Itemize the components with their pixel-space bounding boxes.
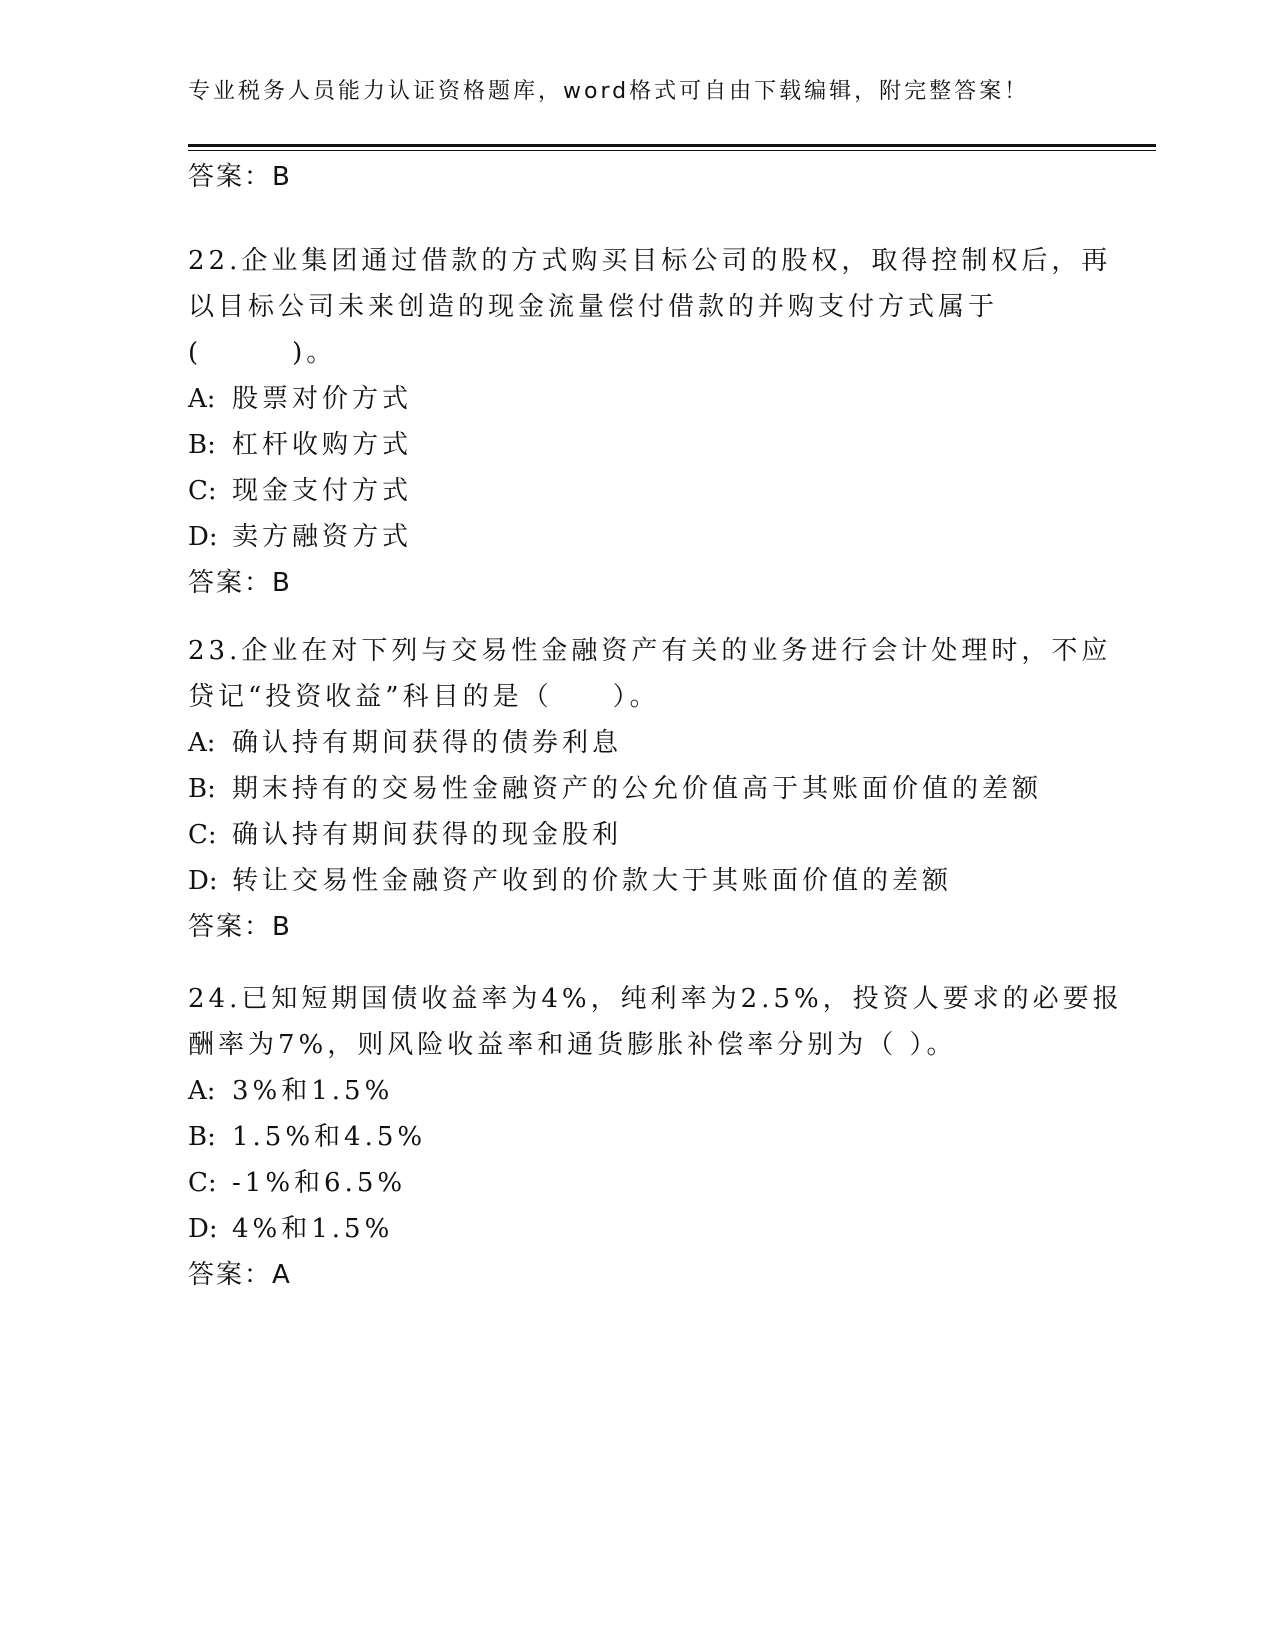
option-letter: D: [188, 1214, 218, 1244]
option-letter: B: [188, 430, 216, 460]
option-c [188, 468, 1156, 514]
option-text: 4%和1.5% [232, 1214, 394, 1244]
option-text: 1.5%和4.5% [232, 1122, 427, 1152]
question-text-line: 24.已知短期国债收益率为4%，纯利率为2.5%，投资人要求的必要报 [188, 984, 1123, 1014]
option-text: -1%和6.5% [232, 1168, 407, 1198]
option-c [188, 1160, 1156, 1206]
option-letter: C: [188, 820, 217, 850]
answer-label: 答案：B [188, 568, 292, 598]
option-text: 确认持有期间获得的债券利息 [232, 728, 623, 758]
option-c [188, 812, 1156, 858]
option-d [188, 858, 1156, 904]
option-letter: D: [188, 866, 218, 896]
option-text: 现金支付方式 [232, 476, 413, 506]
answer-label: 答案：B [188, 162, 292, 192]
option-letter: B: [188, 1122, 216, 1152]
option-d [188, 514, 1156, 560]
option-a [188, 1068, 1156, 1114]
header-rule-thick [188, 144, 1156, 147]
option-text: 确认持有期间获得的现金股利 [232, 820, 623, 850]
option-text: 期末持有的交易性金融资产的公允价值高于其账面价值的差额 [232, 774, 1043, 804]
option-text: 卖方融资方式 [232, 522, 413, 552]
option-b [188, 422, 1156, 468]
option-letter: A: [188, 1076, 216, 1106]
question-23 [188, 628, 1156, 950]
option-letter: A: [188, 728, 216, 758]
page-header: 专业税务人员能力认证资格题库，word格式可自由下载编辑，附完整答案！ [188, 79, 1030, 104]
option-a [188, 720, 1156, 766]
option-text: 股票对价方式 [232, 384, 413, 414]
header-rule-thin [188, 150, 1156, 151]
option-letter: C: [188, 476, 217, 506]
answer-label: 答案：B [188, 912, 292, 942]
option-letter: A: [188, 384, 216, 414]
option-letter: D: [188, 522, 218, 552]
option-a [188, 376, 1156, 422]
option-d [188, 1206, 1156, 1252]
question-text-line: 贷记“投资收益”科目的是（ ）。 [188, 682, 660, 712]
option-letter: C: [188, 1168, 217, 1198]
question-text-line: ( )。 [188, 338, 337, 368]
option-text: 杠杆收购方式 [232, 430, 413, 460]
question-text-line: 22.企业集团通过借款的方式购买目标公司的股权，取得控制权后，再 [188, 246, 1112, 276]
option-letter: B: [188, 774, 216, 804]
question-text-line: 23.企业在对下列与交易性金融资产有关的业务进行会计处理时，不应 [188, 636, 1112, 666]
question-text-line: 以目标公司未来创造的现金流量偿付借款的并购支付方式属于 [188, 292, 999, 322]
option-b [188, 1114, 1156, 1160]
question-24 [188, 976, 1156, 1298]
option-b [188, 766, 1156, 812]
previous-answer-block [188, 154, 1156, 200]
option-text: 3%和1.5% [232, 1076, 394, 1106]
question-22 [188, 238, 1156, 606]
option-text: 转让交易性金融资产收到的价款大于其账面价值的差额 [232, 866, 953, 896]
question-text-line: 酬率为7%，则风险收益率和通货膨胀补偿率分别为（ ）。 [188, 1030, 957, 1060]
answer-label: 答案：A [188, 1260, 292, 1290]
